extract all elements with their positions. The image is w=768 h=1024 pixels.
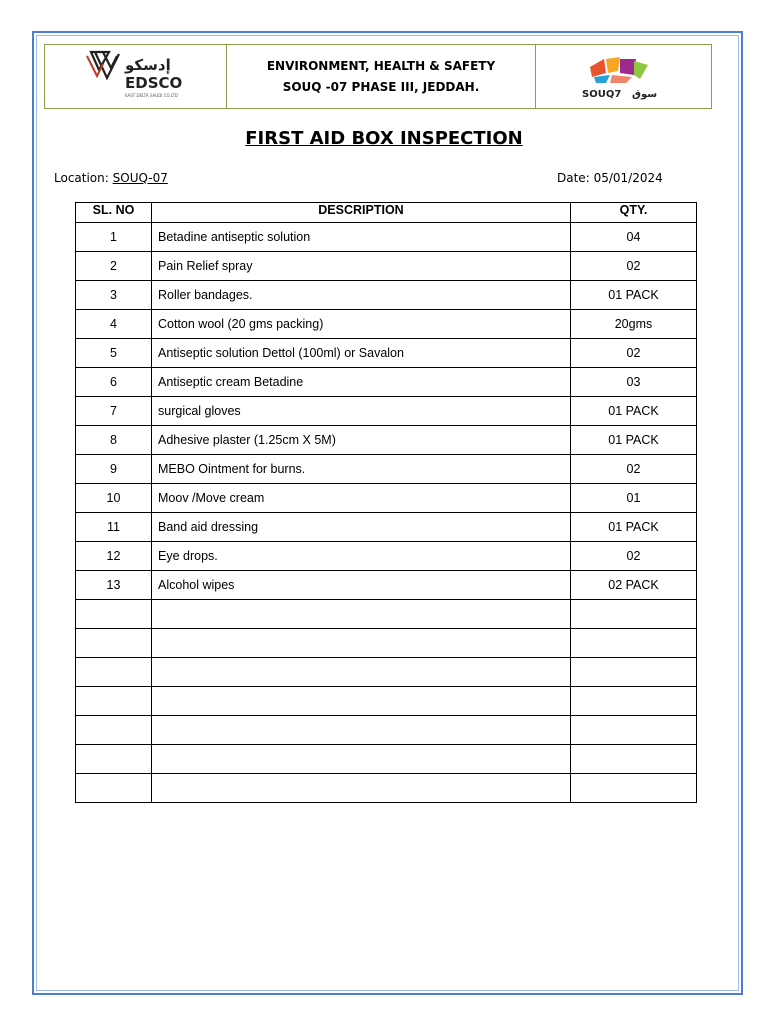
cell-sl-no: 3	[76, 281, 152, 310]
cell-sl-no	[76, 745, 152, 774]
header-title-cell	[227, 45, 536, 108]
cell-qty	[571, 687, 697, 716]
column-header-qty: QTY.	[571, 203, 697, 223]
cell-description: Antiseptic solution Dettol (100ml) or Savalon	[152, 339, 571, 368]
table-row	[76, 774, 697, 803]
cell-qty	[571, 658, 697, 687]
cell-description: Eye drops.	[152, 542, 571, 571]
date-label: Date:	[557, 171, 590, 185]
cell-qty: 02	[571, 455, 697, 484]
cell-description	[152, 687, 571, 716]
svg-text:EDSCO: EDSCO	[125, 74, 183, 92]
cell-description: MEBO Ointment for burns.	[152, 455, 571, 484]
cell-description: Pain Relief spray	[152, 252, 571, 281]
cell-description: Alcohol wipes	[152, 571, 571, 600]
cell-description: Cotton wool (20 gms packing)	[152, 310, 571, 339]
cell-qty: 01 PACK	[571, 513, 697, 542]
cell-sl-no: 8	[76, 426, 152, 455]
location-field	[54, 171, 168, 185]
header-left-logo-cell	[45, 45, 227, 108]
cell-sl-no: 7	[76, 397, 152, 426]
cell-sl-no: 2	[76, 252, 152, 281]
table-row	[76, 397, 697, 426]
edsco-logo	[85, 48, 197, 106]
cell-qty: 20gms	[571, 310, 697, 339]
date-value: 05/01/2024	[593, 171, 663, 185]
table-row	[76, 658, 697, 687]
svg-text:سوق: سوق	[632, 89, 658, 100]
table-row	[76, 252, 697, 281]
table-row	[76, 571, 697, 600]
cell-description: surgical gloves	[152, 397, 571, 426]
cell-qty: 01 PACK	[571, 281, 697, 310]
cell-sl-no: 12	[76, 542, 152, 571]
cell-sl-no	[76, 687, 152, 716]
table-row	[76, 687, 697, 716]
cell-sl-no: 4	[76, 310, 152, 339]
cell-description: Moov /Move cream	[152, 484, 571, 513]
cell-description	[152, 774, 571, 803]
inspection-table	[75, 202, 697, 803]
cell-description	[152, 745, 571, 774]
cell-sl-no: 6	[76, 368, 152, 397]
cell-description	[152, 658, 571, 687]
cell-sl-no: 10	[76, 484, 152, 513]
table-body	[76, 223, 697, 803]
cell-sl-no	[76, 774, 152, 803]
column-header-sl-no: SL. NO	[76, 203, 152, 223]
souq7-logo	[576, 53, 672, 101]
table-row	[76, 484, 697, 513]
cell-description: Betadine antiseptic solution	[152, 223, 571, 252]
cell-sl-no	[76, 629, 152, 658]
cell-sl-no: 13	[76, 571, 152, 600]
cell-qty	[571, 716, 697, 745]
cell-sl-no	[76, 658, 152, 687]
svg-text:EAST DELTA SAUDI CO.LTD: EAST DELTA SAUDI CO.LTD	[125, 93, 179, 98]
cell-qty	[571, 629, 697, 658]
svg-text:SOUQ7: SOUQ7	[582, 89, 622, 100]
table-row	[76, 513, 697, 542]
cell-description: Roller bandages.	[152, 281, 571, 310]
cell-sl-no: 5	[76, 339, 152, 368]
cell-description: Band aid dressing	[152, 513, 571, 542]
table-row	[76, 600, 697, 629]
cell-qty: 02	[571, 542, 697, 571]
cell-sl-no: 9	[76, 455, 152, 484]
table-row	[76, 455, 697, 484]
cell-description	[152, 600, 571, 629]
date-field	[557, 171, 663, 185]
table-row	[76, 368, 697, 397]
header-title-line2: SOUQ -07 PHASE III, JEDDAH.	[282, 79, 480, 94]
cell-description: Antiseptic cream Betadine	[152, 368, 571, 397]
document-title: FIRST AID BOX INSPECTION	[245, 128, 523, 149]
table-row	[76, 339, 697, 368]
cell-qty: 01 PACK	[571, 397, 697, 426]
cell-sl-no	[76, 600, 152, 629]
cell-description	[152, 716, 571, 745]
table-row	[76, 310, 697, 339]
table-row	[76, 281, 697, 310]
cell-qty: 02	[571, 252, 697, 281]
table-row	[76, 716, 697, 745]
cell-qty	[571, 600, 697, 629]
cell-qty: 04	[571, 223, 697, 252]
header-title-line1: ENVIRONMENT, HEALTH & SAFETY	[266, 58, 496, 73]
location-label: Location:	[54, 171, 109, 185]
cell-qty	[571, 774, 697, 803]
cell-qty: 01 PACK	[571, 426, 697, 455]
svg-text:إدسكو: إدسكو	[125, 56, 171, 74]
cell-sl-no	[76, 716, 152, 745]
table-row	[76, 542, 697, 571]
table-row	[76, 629, 697, 658]
cell-description: Adhesive plaster (1.25cm X 5M)	[152, 426, 571, 455]
header-right-logo-cell	[536, 45, 711, 108]
cell-qty: 02	[571, 339, 697, 368]
table-header-row	[76, 203, 697, 223]
cell-qty: 03	[571, 368, 697, 397]
cell-qty: 02 PACK	[571, 571, 697, 600]
location-value: SOUQ-07	[112, 171, 168, 185]
table-row	[76, 223, 697, 252]
table-row	[76, 745, 697, 774]
cell-qty	[571, 745, 697, 774]
cell-sl-no: 1	[76, 223, 152, 252]
cell-sl-no: 11	[76, 513, 152, 542]
cell-qty: 01	[571, 484, 697, 513]
cell-description	[152, 629, 571, 658]
column-header-description: DESCRIPTION	[152, 203, 571, 223]
table-row	[76, 426, 697, 455]
document-header	[44, 44, 712, 109]
